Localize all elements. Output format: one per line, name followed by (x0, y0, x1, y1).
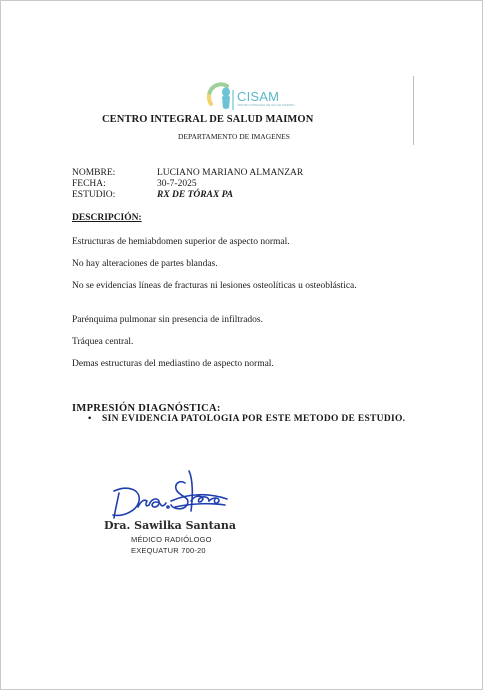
cisam-logo-text: CISAM (237, 89, 280, 104)
doctor-role: MÉDICO RADIÓLOGO (131, 535, 212, 544)
department-subtitle: DEPARTAMENTO DE IMAGENES (178, 132, 290, 141)
impression-list (88, 413, 405, 425)
description-paragraph: Demas estructuras del mediastino de aspecto normal. (72, 359, 274, 369)
patient-study-label: ESTUDIO: (72, 190, 116, 200)
clinic-title: CENTRO INTEGRAL DE SALUD MAIMON (102, 114, 314, 125)
cisam-logo (205, 82, 295, 112)
patient-date-label: FECHA: (72, 179, 106, 189)
cisam-logo-icon (205, 82, 239, 112)
patient-name-value: LUCIANO MARIANO ALMANZAR (157, 168, 304, 178)
description-paragraph: No se evidencias líneas de fracturas ni lesiones osteolíticas u osteoblástica. (72, 281, 357, 291)
description-heading: DESCRIPCIÓN: (72, 213, 142, 223)
bullet-icon: • (88, 414, 92, 424)
doctor-exequatur: EXEQUATUR 700-20 (131, 546, 206, 555)
impression-heading: IMPRESIÓN DIAGNÓSTICA: (72, 403, 221, 414)
description-paragraph: Tráquea central. (72, 337, 134, 347)
description-paragraph: Estructuras de hemiabdomen superior de aspecto normal. (72, 237, 290, 247)
impression-item (88, 413, 405, 425)
patient-name-label: NOMBRE: (72, 168, 116, 178)
description-paragraph: Parénquima pulmonar sin presencia de infiltrados. (72, 315, 264, 325)
handwritten-signature (105, 463, 230, 525)
doctor-name: Dra. Sawilka Santana (104, 519, 236, 532)
impression-item-text: SIN EVIDENCIA PATOLOGIA POR ESTE METODO DE ESTUDIO. (102, 414, 406, 424)
description-paragraph: No hay alteraciones de partes blandas. (72, 259, 218, 269)
header-divider (413, 76, 414, 145)
patient-study-value: RX DE TÓRAX PA (157, 190, 234, 200)
patient-date-value: 30-7-2025 (157, 179, 197, 189)
cisam-logo-subtext: CENTRO INTEGRAL DE SALUD MAIMON (237, 103, 295, 107)
